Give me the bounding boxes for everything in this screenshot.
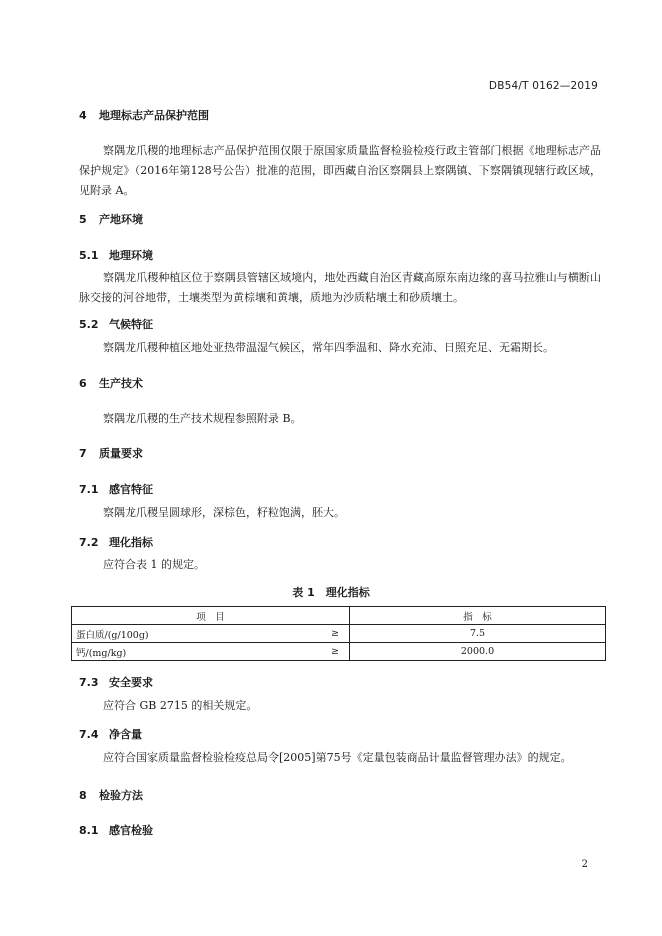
section-title: 地理环境 <box>109 249 153 262</box>
section-7-3-heading <box>79 674 153 690</box>
table-header-row <box>72 607 606 625</box>
section-number: 5 <box>79 213 87 226</box>
section-title: 检验方法 <box>99 789 143 802</box>
section-number: 8.1 <box>79 824 99 837</box>
page-number: 2 <box>581 859 588 870</box>
section-title: 安全要求 <box>109 676 153 689</box>
table-1-caption: 表 1 理化指标 <box>292 586 370 599</box>
section-7-3-paragraph: 应符合 GB 2715 的相关规定。 <box>103 699 258 712</box>
section-7-2-paragraph: 应符合表 1 的规定。 <box>103 558 205 571</box>
table-row <box>72 625 606 643</box>
section-number: 4 <box>79 109 87 122</box>
section-number: 7.4 <box>79 728 99 741</box>
section-7-4-paragraph: 应符合国家质量监督检验检疫总局令[2005]第75号《定量包装商品计量监督管理办法》的规定。 <box>103 751 572 764</box>
section-7-4-heading <box>79 726 142 742</box>
section-5-2-paragraph: 察隅龙爪稷种植区地处亚热带温湿气候区，常年四季温和、降水充沛、日照充足、无霜期长。 <box>103 341 554 354</box>
spec-table <box>71 606 606 661</box>
section-title: 地理标志产品保护范围 <box>99 109 209 122</box>
section-5-1-paragraph: 察隅龙爪稷种植区位于察隅县管辖区域境内，地处西藏自治区青藏高原东南边缘的喜马拉雅山与横断山脉交接的河谷地带，土壤类型为黄棕壤和黄壤，质地为沙质粘壤土和砂质壤土。 <box>79 271 601 304</box>
section-7-heading <box>79 445 143 461</box>
row-item-name: 钙/(mg/kg) <box>76 647 127 659</box>
section-7-1-paragraph: 察隅龙爪稷呈圆球形，深棕色，籽粒饱满，胚大。 <box>103 506 345 519</box>
row-operator: ≥ <box>305 643 350 661</box>
section-6-heading <box>79 375 143 391</box>
row-operator: ≥ <box>305 625 350 643</box>
section-5-heading <box>79 211 143 227</box>
section-4-heading <box>79 107 209 123</box>
section-6-paragraph: 察隅龙爪稷的生产技术规程参照附录 B。 <box>103 412 302 425</box>
section-number: 7.3 <box>79 676 99 689</box>
section-title: 净含量 <box>109 728 142 741</box>
column-header-item: 项 目 <box>72 607 350 625</box>
section-title: 气候特征 <box>109 318 153 331</box>
row-value: 2000.0 <box>460 646 495 657</box>
section-number: 5.1 <box>79 249 99 262</box>
section-number: 7 <box>79 447 87 460</box>
section-5-2-heading <box>79 316 153 332</box>
section-4-paragraph: 察隅龙爪稷的地理标志产品保护范围仅限于原国家质量监督检验检疫行政主管部门根据《地理标志产品保护规定》（2016年第128号公告）批准的范围，即西藏自治区察隅县上察隅镇、下察隅镇现辖行政区域，见附录 A。 <box>79 144 601 197</box>
document-code: DB54/T 0162—2019 <box>488 80 598 92</box>
section-7-2-heading <box>79 534 153 550</box>
section-5-1-heading <box>79 247 153 263</box>
column-header-value: 指 标 <box>350 607 606 625</box>
section-number: 5.2 <box>79 318 99 331</box>
section-title: 感官检验 <box>109 824 153 837</box>
section-7-1-heading <box>79 481 153 497</box>
row-item-name: 蛋白质/(g/100g) <box>72 625 306 643</box>
section-title: 理化指标 <box>109 536 153 549</box>
table-row <box>72 643 606 661</box>
section-title: 质量要求 <box>99 447 143 460</box>
section-title: 生产技术 <box>99 377 143 390</box>
section-number: 7.2 <box>79 536 99 549</box>
section-8-heading <box>79 787 143 803</box>
section-number: 8 <box>79 789 87 802</box>
section-number: 6 <box>79 377 87 390</box>
section-8-1-heading <box>79 822 153 838</box>
section-title: 产地环境 <box>99 213 143 226</box>
row-value: 7.5 <box>350 625 606 643</box>
section-number: 7.1 <box>79 483 99 496</box>
section-title: 感官特征 <box>109 483 153 496</box>
